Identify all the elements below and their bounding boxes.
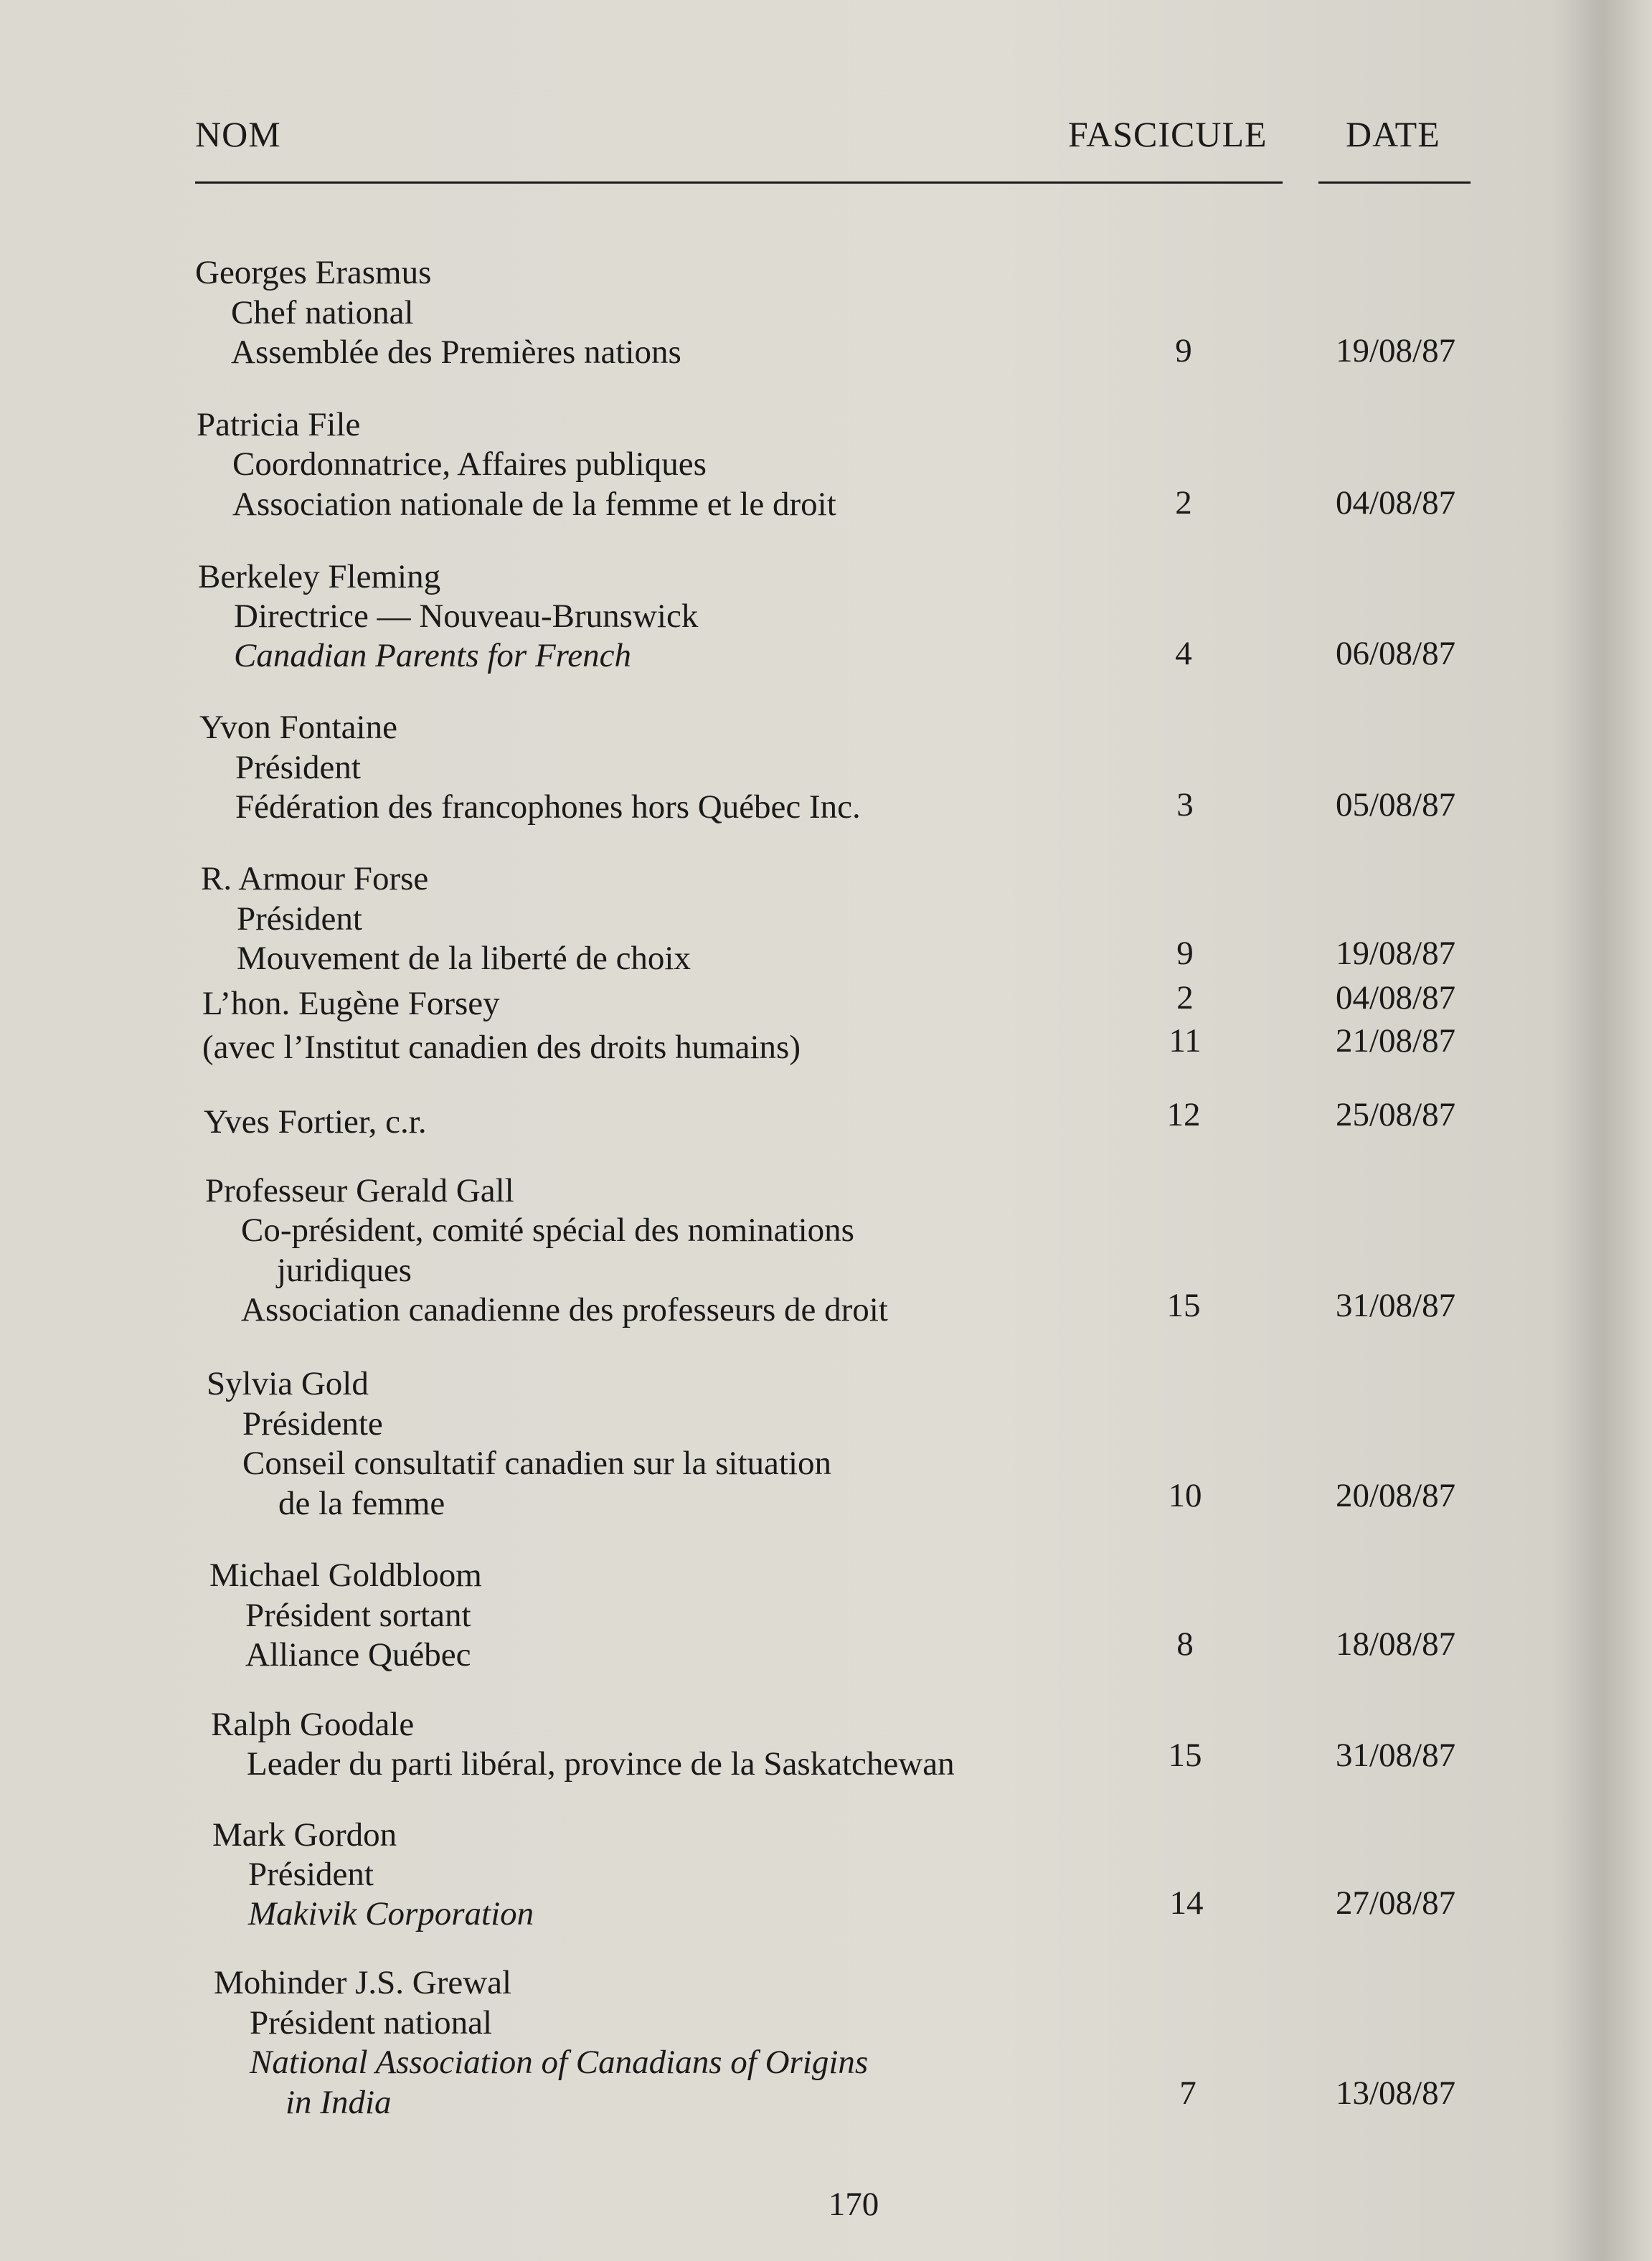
entry-date: 31/08/87 xyxy=(1336,1287,1456,1324)
entry-title: Président xyxy=(235,749,361,786)
column-header-date: DATE xyxy=(1346,114,1440,154)
entry-organization: Mouvement de la liberté de choix xyxy=(237,940,691,977)
entry-date: 06/08/87 xyxy=(1336,635,1456,672)
entry-fascicule: 11 xyxy=(1169,1022,1202,1059)
entry-title: Chef national xyxy=(231,294,414,331)
entry-date: 31/08/87 xyxy=(1336,1737,1456,1774)
entry-name: Professeur Gerald Gall xyxy=(205,1172,514,1209)
entry-fascicule: 12 xyxy=(1166,1096,1201,1133)
entry-fascicule: 15 xyxy=(1166,1287,1201,1324)
entry-fascicule: 3 xyxy=(1176,786,1194,823)
entry-name: Patricia File xyxy=(197,406,361,443)
entry-organization: Makivik Corporation xyxy=(248,1895,534,1932)
entry-name: Georges Erasmus xyxy=(195,254,432,291)
entry-name: Yves Fortier, c.r. xyxy=(204,1103,427,1141)
entry-title: Co-président, comité spécial des nominations xyxy=(241,1212,854,1249)
entry-note: (avec l’Institut canadien des droits humains) xyxy=(202,1029,801,1066)
entry-organization-continued: de la femme xyxy=(278,1485,445,1522)
entry-title: Président xyxy=(237,900,362,938)
entry-name: Yvon Fontaine xyxy=(199,709,397,746)
entry-date: 19/08/87 xyxy=(1336,332,1456,369)
entry-title: Président national xyxy=(250,2004,493,2041)
entry-title: Directrice — Nouveau-Brunswick xyxy=(234,598,699,635)
entry-fascicule: 8 xyxy=(1176,1625,1194,1663)
entry-organization: Assemblée des Premières nations xyxy=(231,334,681,371)
entry-organization: Fédération des francophones hors Québec Inc. xyxy=(235,788,861,826)
entry-name: Sylvia Gold xyxy=(207,1365,369,1402)
entry-organization-continued: in India xyxy=(285,2084,392,2121)
entry-fascicule: 2 xyxy=(1176,979,1194,1016)
entry-date: 27/08/87 xyxy=(1336,1884,1456,1922)
entry-title: Présidente xyxy=(242,1405,383,1443)
header-rule-date xyxy=(1318,181,1471,184)
entry-title: Coordonnatrice, Affaires publiques xyxy=(232,445,707,483)
entry-title: Président sortant xyxy=(245,1597,471,1634)
column-header-fascicule: FASCICULE xyxy=(1068,114,1268,154)
entry-name: Berkeley Fleming xyxy=(198,558,441,595)
entry-title: Leader du parti libéral, province de la Saskatchewan xyxy=(247,1745,955,1783)
header-rule xyxy=(195,181,1283,184)
entry-name: R. Armour Forse xyxy=(201,860,429,897)
entry-organization: Association nationale de la femme et le droit xyxy=(232,486,836,523)
entry-name: L’hon. Eugène Forsey xyxy=(202,985,500,1022)
entry-fascicule: 14 xyxy=(1169,1884,1204,1922)
entry-organization: Conseil consultatif canadien sur la situation xyxy=(242,1445,832,1482)
entry-date: 04/08/87 xyxy=(1336,484,1456,521)
entry-fascicule: 9 xyxy=(1176,935,1194,972)
entry-fascicule: 7 xyxy=(1179,2074,1196,2112)
entry-name: Michael Goldbloom xyxy=(209,1557,482,1594)
column-header-nom: NOM xyxy=(195,114,281,154)
entry-date: 25/08/87 xyxy=(1336,1096,1456,1133)
entry-organization: Canadian Parents for French xyxy=(234,637,631,674)
entry-fascicule: 2 xyxy=(1175,484,1192,521)
entry-date: 19/08/87 xyxy=(1336,935,1456,972)
entry-title: Président xyxy=(248,1856,374,1893)
entry-organization: Alliance Québec xyxy=(245,1636,471,1674)
entry-fascicule: 9 xyxy=(1175,332,1192,369)
entry-fascicule: 10 xyxy=(1168,1477,1202,1514)
entry-date: 05/08/87 xyxy=(1336,786,1456,823)
entry-name: Mohinder J.S. Grewal xyxy=(214,1964,512,2001)
entry-fascicule: 4 xyxy=(1175,635,1192,672)
page-number: 170 xyxy=(828,2186,879,2223)
entry-date: 04/08/87 xyxy=(1336,979,1456,1016)
entry-date: 21/08/87 xyxy=(1336,1022,1456,1059)
entry-organization: Association canadienne des professeurs de droit xyxy=(241,1291,888,1328)
entry-date: 13/08/87 xyxy=(1336,2074,1456,2112)
entry-title-continued: juridiques xyxy=(277,1252,412,1289)
entry-date: 18/08/87 xyxy=(1336,1625,1456,1663)
entry-date: 20/08/87 xyxy=(1336,1477,1456,1514)
entry-name: Mark Gordon xyxy=(212,1816,397,1854)
entry-name: Ralph Goodale xyxy=(211,1706,415,1743)
entry-fascicule: 15 xyxy=(1168,1737,1202,1774)
entry-organization: National Association of Canadians of Origins xyxy=(250,2044,869,2081)
